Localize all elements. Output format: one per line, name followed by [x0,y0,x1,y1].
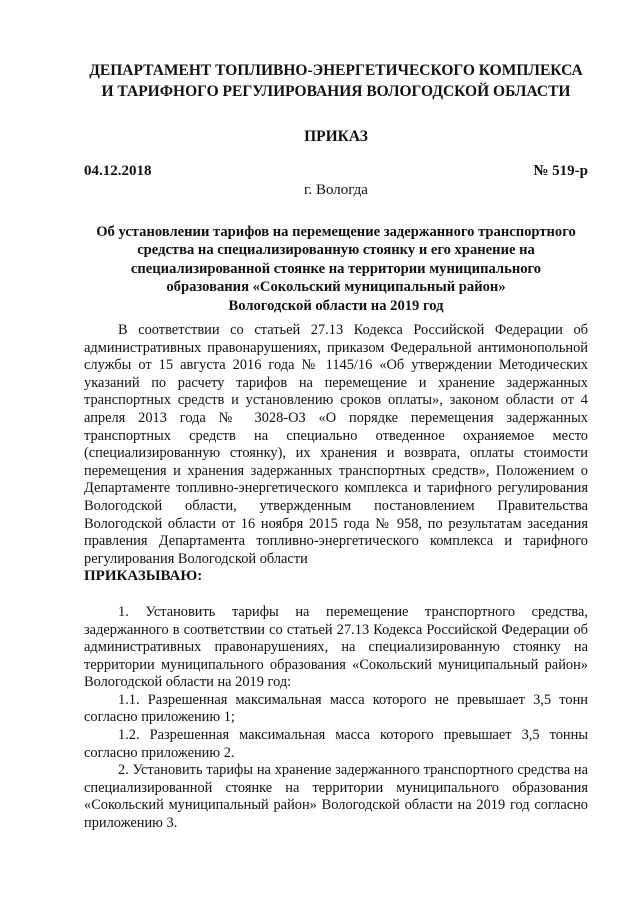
order-date: 04.12.2018 [84,163,152,179]
item-2-paragraph: 2. Установить тарифы на хранение задержанного транспортного средства на специализированной стоянке на территории муниципального образования «Сокольский муниципальный район» Вологодской области на 2019 год согласно приложению 3. [84,762,588,832]
order-subject [84,223,588,315]
subject-line-3: специализированной стоянке на территории муниципального [130,260,542,277]
item-1-2-paragraph: 1.2. Разрешенная максимальная масса которого превышает 3,5 тонны согласно приложению 2. [84,727,588,761]
order-number: № 519-р [533,163,588,179]
department-line-2: И ТАРИФНОГО РЕГУЛИРОВАНИЯ ВОЛОГОДСКОЙ ОБЛАСТИ [101,83,571,100]
department-heading [84,60,588,102]
item-1-1-paragraph: 1.1. Разрешенная максимальная масса которого не превышает 3,5 тонн согласно приложению 1; [84,691,588,726]
subject-line-1: Об установлении тарифов на перемещение задержанного транспортного [96,224,576,240]
subject-line-2: средства на специализированную стоянку и его хранение на [137,242,535,259]
department-line-1: ДЕПАРТАМЕНТ ТОПЛИВНО-ЭНЕРГЕТИЧЕСКОГО КОМПЛЕКСА [89,62,583,79]
city: г. Вологда [304,182,368,198]
document-type: ПРИКАЗ [304,128,368,145]
orders-word: ПРИКАЗЫВАЮ: [84,568,203,585]
subject-line-5: Вологодской области на 2019 год [228,297,444,314]
item-1-paragraph: 1. Установить тарифы на перемещение транспортного средства, задержанного в соответствии со статьей 27.13 Кодекса Российской Федерации об административных правонарушениях, на специализированную стоянку на территории муниципального образования «Сокольский муниципальный район» Вологодской области на 2019 год: [84,603,588,691]
order-body [84,322,588,833]
preamble-paragraph: В соответствии со статьей 27.13 Кодекса Российской Федерации об административных правонарушениях, приказом Федеральной антимонопольной службы от 15 августа 2016 года № 1145/16 «Об утверждении Методических указаний по расчету тарифов на перемещение и хранение задержанных транспортных средств и установлению сроков оплаты», законом области от 4 апреля 2013 года № 3028-ОЗ «О порядке перемещения задержанных транспортных средств на специально отведенное охраняемое место (специализированную стоянку), их хранения и возврата, оплаты стоимости перемещения и хранения задержанных транспортных средств», Положением о Департаменте топливно-энергетического комплекса и тарифного регулирования Вологодской области, утвержденным постановлением Правительства Вологодской области от 16 ноября 2015 года № 958, по результатам заседания правления Департамента топливно-энергетического комплекса и тарифного регулирования Вологодской области [84,322,588,567]
subject-line-4: образования «Сокольский муниципальный район» [166,279,506,296]
